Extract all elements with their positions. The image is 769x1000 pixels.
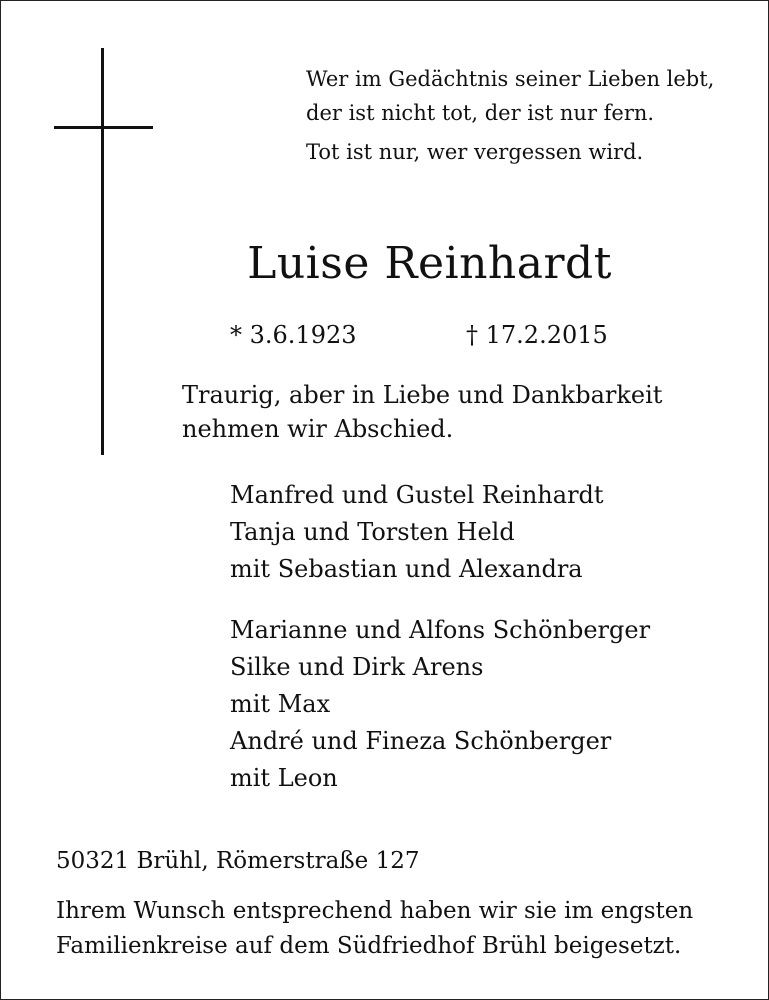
mourner-line: Silke und Dirk Arens [230, 653, 484, 681]
mourner-line: Manfred und Gustel Reinhardt [230, 481, 604, 509]
deceased-name: Luise Reinhardt [247, 238, 612, 289]
mourners-group-1 [230, 477, 604, 588]
quote-line: Wer im Gedächtnis seiner Lieben lebt, [306, 67, 715, 91]
mourner-line: André und Fineza Schönberger [230, 727, 612, 755]
mourner-line: mit Sebastian und Alexandra [230, 555, 583, 583]
cross-horizontal-bar [54, 126, 153, 129]
mourner-line: mit Leon [230, 764, 338, 792]
burial-note-line: Ihrem Wunsch entsprechend haben wir sie im engsten [56, 898, 694, 924]
family-address: 50321 Brühl, Römerstraße 127 [56, 848, 420, 874]
mourner-line: mit Max [230, 690, 331, 718]
burial-note [56, 894, 693, 964]
quote-line: Tot ist nur, wer vergessen wird. [306, 140, 644, 164]
farewell-line: Traurig, aber in Liebe und Dankbarkeit [182, 381, 663, 409]
mourners-group-2 [230, 612, 650, 797]
quote-line: der ist nicht tot, der ist nur fern. [306, 101, 655, 125]
birth-date: * 3.6.1923 [230, 321, 357, 349]
farewell-text [182, 378, 662, 446]
memorial-quote [306, 62, 714, 169]
burial-note-line: Familienkreise auf dem Südfriedhof Brühl beigesetzt. [56, 933, 682, 959]
mourner-line: Marianne und Alfons Schönberger [230, 616, 651, 644]
mourner-line: Tanja und Torsten Held [230, 518, 515, 546]
farewell-line: nehmen wir Abschied. [182, 415, 454, 443]
death-date: † 17.2.2015 [466, 321, 608, 349]
